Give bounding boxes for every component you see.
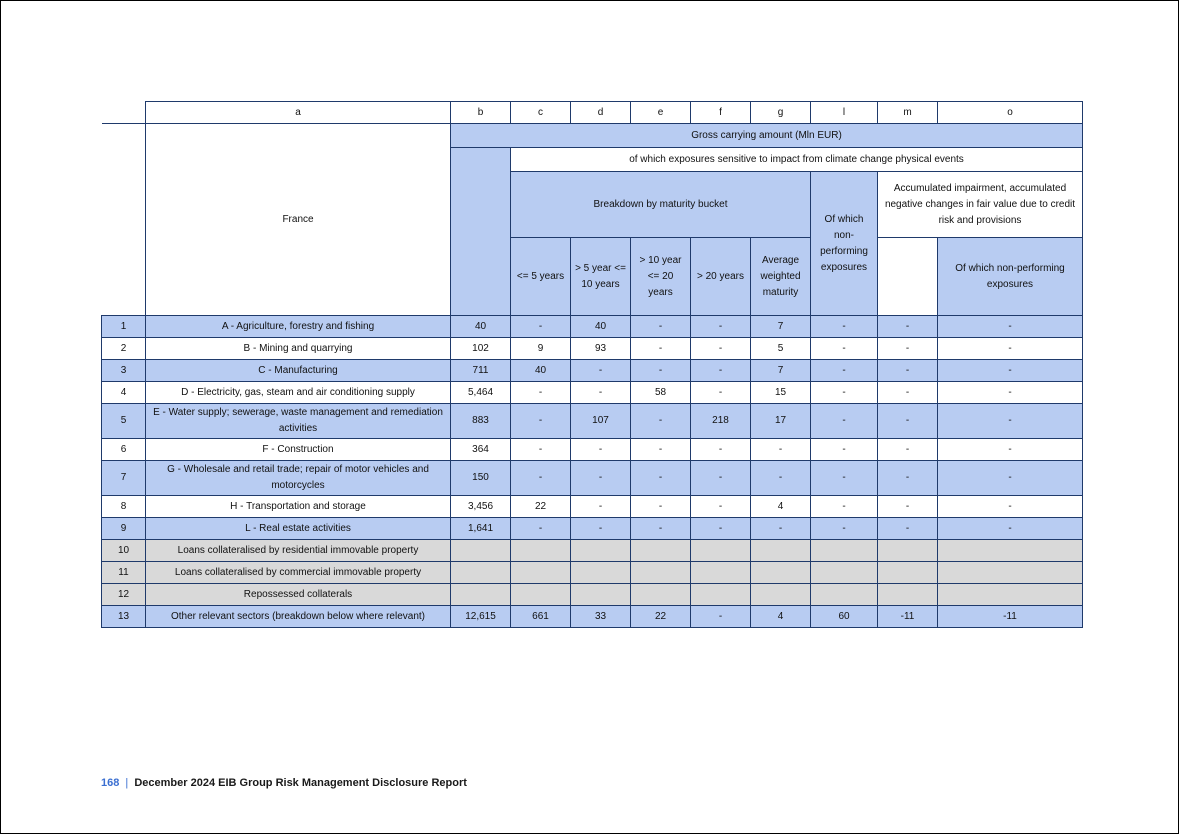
row-label: E - Water supply; sewerage, waste management and remediation activities <box>146 404 451 439</box>
cell-l: - <box>811 360 878 382</box>
row-label: D - Electricity, gas, steam and air conditioning supply <box>146 382 451 404</box>
cell-o: - <box>938 382 1083 404</box>
cell-o: - <box>938 461 1083 496</box>
cell-b: 711 <box>451 360 511 382</box>
climate-risk-table <box>101 101 1083 628</box>
cell-l: - <box>811 461 878 496</box>
cell-f: - <box>691 606 751 628</box>
cell-e: 22 <box>631 606 691 628</box>
cell-f <box>691 562 751 584</box>
cell-e: - <box>631 496 691 518</box>
row-number: 6 <box>102 439 146 461</box>
cell-g <box>751 584 811 606</box>
cell-g <box>751 540 811 562</box>
cell-f: - <box>691 360 751 382</box>
cell-b: 3,456 <box>451 496 511 518</box>
row-number: 1 <box>102 316 146 338</box>
cell-c: - <box>511 316 571 338</box>
row-label: C - Manufacturing <box>146 360 451 382</box>
cell-o: - <box>938 518 1083 540</box>
cell-e: - <box>631 518 691 540</box>
corner-cell <box>102 102 146 124</box>
table-row <box>102 360 1083 382</box>
row-number: 12 <box>102 584 146 606</box>
row-number: 9 <box>102 518 146 540</box>
cell-d: 40 <box>571 316 631 338</box>
page-number: 168 <box>101 777 120 789</box>
cell-l: 60 <box>811 606 878 628</box>
cell-o: - <box>938 316 1083 338</box>
cell-l <box>811 562 878 584</box>
row-number: 5 <box>102 404 146 439</box>
cell-g: 15 <box>751 382 811 404</box>
col-letter-m: m <box>878 102 938 124</box>
cell-d: 33 <box>571 606 631 628</box>
cell-l: - <box>811 518 878 540</box>
cell-d <box>571 584 631 606</box>
table-row <box>102 439 1083 461</box>
row-label: L - Real estate activities <box>146 518 451 540</box>
cell-g: 7 <box>751 360 811 382</box>
page-footer <box>101 777 467 789</box>
cell-m: - <box>878 360 938 382</box>
table-row <box>102 316 1083 338</box>
cell-o: - <box>938 360 1083 382</box>
cell-o: - <box>938 439 1083 461</box>
cell-b: 1,641 <box>451 518 511 540</box>
cell-l: - <box>811 439 878 461</box>
table-row <box>102 461 1083 496</box>
impairment-non-performing-header: Of which non-performing exposures <box>938 238 1083 316</box>
cell-m: -11 <box>878 606 938 628</box>
bucket-5-to-10-years: > 5 year <= 10 years <box>571 238 631 316</box>
gross-carrying-amount-header: Gross carrying amount (Mln EUR) <box>451 124 1083 148</box>
cell-d <box>571 540 631 562</box>
cell-b: 150 <box>451 461 511 496</box>
non-performing-header: Of which non-performing exposures <box>811 172 878 316</box>
cell-b: 5,464 <box>451 382 511 404</box>
cell-c: 40 <box>511 360 571 382</box>
cell-g <box>751 562 811 584</box>
cell-b: 102 <box>451 338 511 360</box>
cell-e <box>631 540 691 562</box>
cell-b <box>451 562 511 584</box>
cell-m <box>878 562 938 584</box>
col-letter-l: l <box>811 102 878 124</box>
maturity-breakdown-header: Breakdown by maturity bucket <box>511 172 811 238</box>
table-row <box>102 584 1083 606</box>
column-letter-row <box>102 102 1083 124</box>
row-label: B - Mining and quarrying <box>146 338 451 360</box>
cell-g: 4 <box>751 606 811 628</box>
row-label: H - Transportation and storage <box>146 496 451 518</box>
cell-e: - <box>631 360 691 382</box>
cell-e: - <box>631 316 691 338</box>
table-row <box>102 496 1083 518</box>
cell-l: - <box>811 382 878 404</box>
table-row <box>102 518 1083 540</box>
col-letter-b: b <box>451 102 511 124</box>
table-row <box>102 606 1083 628</box>
cell-o: -11 <box>938 606 1083 628</box>
cell-e: - <box>631 338 691 360</box>
cell-f <box>691 540 751 562</box>
cell-d: - <box>571 360 631 382</box>
cell-l: - <box>811 316 878 338</box>
row-label: G - Wholesale and retail trade; repair of motor vehicles and motorcycles <box>146 461 451 496</box>
table-row <box>102 338 1083 360</box>
cell-b <box>451 540 511 562</box>
cell-g: 5 <box>751 338 811 360</box>
corner-cell-lower <box>102 124 146 316</box>
cell-c <box>511 562 571 584</box>
cell-m: - <box>878 496 938 518</box>
cell-f: - <box>691 461 751 496</box>
cell-m: - <box>878 461 938 496</box>
row-number: 4 <box>102 382 146 404</box>
cell-l: - <box>811 496 878 518</box>
cell-d: - <box>571 461 631 496</box>
cell-g: 7 <box>751 316 811 338</box>
cell-e: - <box>631 404 691 439</box>
cell-e: 58 <box>631 382 691 404</box>
cell-b <box>451 584 511 606</box>
bucket-gt-20-years: > 20 years <box>691 238 751 316</box>
row-label: Repossessed collaterals <box>146 584 451 606</box>
row-number: 10 <box>102 540 146 562</box>
cell-m <box>878 540 938 562</box>
cell-m: - <box>878 338 938 360</box>
row-label: F - Construction <box>146 439 451 461</box>
cell-g: 17 <box>751 404 811 439</box>
col-letter-g: g <box>751 102 811 124</box>
cell-e: - <box>631 461 691 496</box>
cell-f: - <box>691 338 751 360</box>
cell-l: - <box>811 338 878 360</box>
cell-f <box>691 584 751 606</box>
row-label: Other relevant sectors (breakdown below where relevant) <box>146 606 451 628</box>
cell-d: 107 <box>571 404 631 439</box>
row-number: 2 <box>102 338 146 360</box>
cell-b: 364 <box>451 439 511 461</box>
cell-m: - <box>878 382 938 404</box>
cell-c <box>511 540 571 562</box>
cell-o <box>938 562 1083 584</box>
cell-m: - <box>878 439 938 461</box>
cell-d: - <box>571 518 631 540</box>
gross-carrying-spacer <box>451 148 511 316</box>
cell-c <box>511 584 571 606</box>
table-row <box>102 382 1083 404</box>
row-number: 11 <box>102 562 146 584</box>
cell-d: - <box>571 439 631 461</box>
cell-l <box>811 540 878 562</box>
table-row <box>102 404 1083 439</box>
region-header: France <box>146 124 451 316</box>
table-body <box>102 316 1083 628</box>
cell-m <box>878 584 938 606</box>
cell-f: - <box>691 496 751 518</box>
col-letter-e: e <box>631 102 691 124</box>
row-number: 7 <box>102 461 146 496</box>
col-letter-o: o <box>938 102 1083 124</box>
cell-f: - <box>691 316 751 338</box>
cell-f: - <box>691 439 751 461</box>
col-letter-a: a <box>146 102 451 124</box>
table-row <box>102 540 1083 562</box>
cell-m: - <box>878 404 938 439</box>
row-label: Loans collateralised by commercial immovable property <box>146 562 451 584</box>
col-letter-f: f <box>691 102 751 124</box>
impairment-spacer <box>878 238 938 316</box>
cell-l: - <box>811 404 878 439</box>
cell-g: - <box>751 461 811 496</box>
bucket-average-maturity: Average weighted maturity <box>751 238 811 316</box>
cell-o <box>938 584 1083 606</box>
cell-e <box>631 584 691 606</box>
sensitive-exposures-header: of which exposures sensitive to impact from climate change physical events <box>511 148 1083 172</box>
cell-f: - <box>691 382 751 404</box>
cell-g: 4 <box>751 496 811 518</box>
cell-m: - <box>878 316 938 338</box>
cell-e <box>631 562 691 584</box>
cell-c: 9 <box>511 338 571 360</box>
col-letter-d: d <box>571 102 631 124</box>
footer-separator: | <box>125 777 129 789</box>
cell-c: - <box>511 518 571 540</box>
cell-o: - <box>938 404 1083 439</box>
cell-c: - <box>511 461 571 496</box>
bucket-le-5-years: <= 5 years <box>511 238 571 316</box>
bucket-10-to-20-years: > 10 year <= 20 years <box>631 238 691 316</box>
cell-f: - <box>691 518 751 540</box>
cell-c: - <box>511 404 571 439</box>
cell-e: - <box>631 439 691 461</box>
cell-c: - <box>511 382 571 404</box>
col-letter-c: c <box>511 102 571 124</box>
cell-c: 22 <box>511 496 571 518</box>
cell-g: - <box>751 439 811 461</box>
cell-d <box>571 562 631 584</box>
cell-m: - <box>878 518 938 540</box>
cell-g: - <box>751 518 811 540</box>
cell-d: - <box>571 382 631 404</box>
cell-o: - <box>938 338 1083 360</box>
cell-f: 218 <box>691 404 751 439</box>
cell-c: 661 <box>511 606 571 628</box>
cell-o: - <box>938 496 1083 518</box>
cell-o <box>938 540 1083 562</box>
row-label: A - Agriculture, forestry and fishing <box>146 316 451 338</box>
cell-b: 883 <box>451 404 511 439</box>
cell-l <box>811 584 878 606</box>
cell-b: 40 <box>451 316 511 338</box>
row-number: 8 <box>102 496 146 518</box>
accumulated-impairment-header: Accumulated impairment, accumulated negative changes in fair value due to credit risk and provisions <box>878 172 1083 238</box>
table-row <box>102 562 1083 584</box>
row-number: 3 <box>102 360 146 382</box>
cell-d: 93 <box>571 338 631 360</box>
cell-c: - <box>511 439 571 461</box>
row-number: 13 <box>102 606 146 628</box>
cell-d: - <box>571 496 631 518</box>
report-title: December 2024 EIB Group Risk Management Disclosure Report <box>134 777 467 789</box>
cell-b: 12,615 <box>451 606 511 628</box>
row-label: Loans collateralised by residential immovable property <box>146 540 451 562</box>
